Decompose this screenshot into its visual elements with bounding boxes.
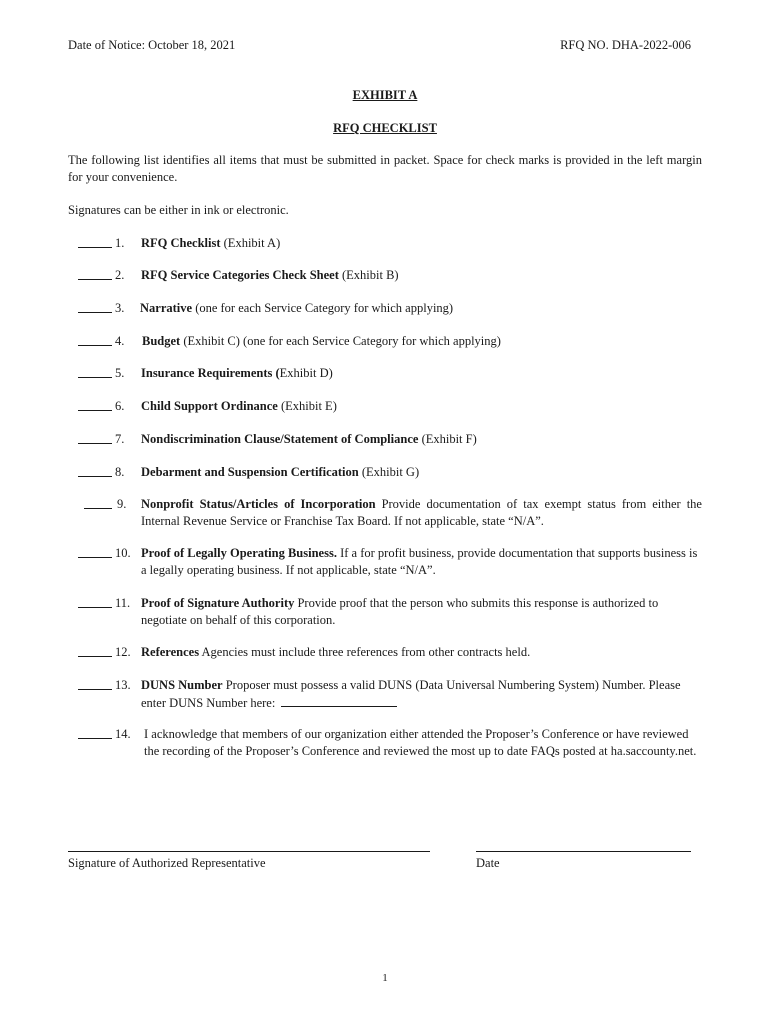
check-blank[interactable]: [78, 398, 112, 411]
item-text: I acknowledge that members of our organization either attended the Proposer’s Conference or have reviewed the recording of the Proposer’s Conference and reviewed the most up to date FAQs posted at ha.saccounty.net.: [144, 727, 697, 758]
item-title: Child Support Ordinance: [141, 399, 278, 413]
item-text: Exhibit D): [279, 366, 333, 380]
check-blank[interactable]: [78, 644, 112, 657]
date-label: Date: [476, 856, 500, 870]
item-number: 2.: [115, 268, 125, 282]
item-text: Proposer must possess a valid DUNS (Data Universal Numbering System) Number. Please enter DUNS Number here:: [141, 678, 681, 710]
check-blank[interactable]: [78, 267, 112, 280]
checklist-item: [78, 496, 702, 530]
item-title: Budget: [142, 334, 181, 348]
item-title: Debarment and Suspension Certification: [141, 465, 359, 479]
item-text: Agencies must include three references from other contracts held.: [199, 645, 531, 659]
check-blank[interactable]: [78, 726, 112, 739]
check-blank[interactable]: [78, 365, 112, 378]
check-blank[interactable]: [78, 300, 112, 313]
item-number: 6.: [115, 399, 125, 413]
item-text: If a for profit business, provide documentation that supports business is a legally operating business. If not applicable, state “N/A”.: [141, 546, 698, 577]
item-number: 3.: [115, 301, 125, 315]
signature-line[interactable]: [68, 851, 430, 852]
item-title: Insurance Requirements (: [141, 366, 280, 380]
item-number: 8.: [115, 465, 125, 479]
item-text: (Exhibit E): [277, 399, 337, 413]
check-blank[interactable]: [78, 677, 112, 690]
item-number: 9.: [117, 497, 127, 511]
signatures-note: Signatures can be either in ink or electronic.: [68, 203, 289, 217]
date-line[interactable]: [476, 851, 691, 852]
check-blank[interactable]: [78, 333, 112, 346]
item-title: RFQ Checklist: [141, 236, 221, 250]
item-title: Nondiscrimination Clause/Statement of Compliance: [141, 432, 419, 446]
item-title: Nonprofit Status/Articles of Incorporation: [141, 497, 376, 511]
item-number: 4.: [115, 334, 125, 348]
check-blank[interactable]: [78, 464, 112, 477]
check-blank[interactable]: [84, 496, 112, 509]
check-blank[interactable]: [78, 431, 112, 444]
check-blank[interactable]: [78, 595, 112, 608]
rfq-number: RFQ NO. DHA-2022-006: [560, 38, 691, 52]
item-text: (Exhibit G): [358, 465, 420, 479]
check-blank[interactable]: [78, 545, 112, 558]
item-number: 5.: [115, 366, 125, 380]
date-of-notice: Date of Notice: October 18, 2021: [68, 38, 236, 52]
exhibit-title: EXHIBIT A: [352, 88, 418, 102]
item-title: References: [141, 645, 200, 659]
item-text: Provide documentation of tax exempt status from either the Internal Revenue Service or Franchise Tax Board. If not applicable, state “N/A”.: [141, 497, 702, 528]
item-title: DUNS Number: [141, 678, 223, 692]
item-text: Provide proof that the person who submits this response is authorized to negotiate on behalf of this corporation.: [141, 596, 659, 627]
item-number: 1.: [115, 236, 125, 250]
intro-paragraph: The following list identifies all items that must be submitted in packet. Space for check marks is provided in the left margin for your convenience.: [68, 153, 702, 184]
item-text: (Exhibit A): [220, 236, 281, 250]
check-blank[interactable]: [78, 235, 112, 248]
item-title: Proof of Signature Authority: [141, 596, 295, 610]
checklist-item: [78, 677, 702, 711]
signature-label: Signature of Authorized Representative: [68, 856, 266, 870]
duns-number-field[interactable]: [281, 694, 397, 707]
checklist-item: [78, 545, 702, 579]
checklist-item: [78, 595, 702, 629]
item-title: Narrative: [140, 301, 193, 315]
item-number: 14.: [115, 727, 131, 741]
checklist-title: RFQ CHECKLIST: [333, 121, 437, 135]
item-number: 10.: [115, 546, 131, 560]
item-title: RFQ Service Categories Check Sheet: [141, 268, 339, 282]
item-text: (Exhibit B): [338, 268, 399, 282]
item-text: (Exhibit C) (one for each Service Category for which applying): [180, 334, 501, 348]
item-number: 7.: [115, 432, 125, 446]
item-number: 12.: [115, 645, 131, 659]
item-number: 13.: [115, 678, 131, 692]
item-text: (one for each Service Category for which applying): [192, 301, 454, 315]
page-number: 1: [382, 972, 388, 984]
checklist-item: [78, 726, 702, 778]
item-text: (Exhibit F): [418, 432, 477, 446]
item-title: Proof of Legally Operating Business.: [141, 546, 337, 560]
item-number: 11.: [115, 596, 131, 610]
